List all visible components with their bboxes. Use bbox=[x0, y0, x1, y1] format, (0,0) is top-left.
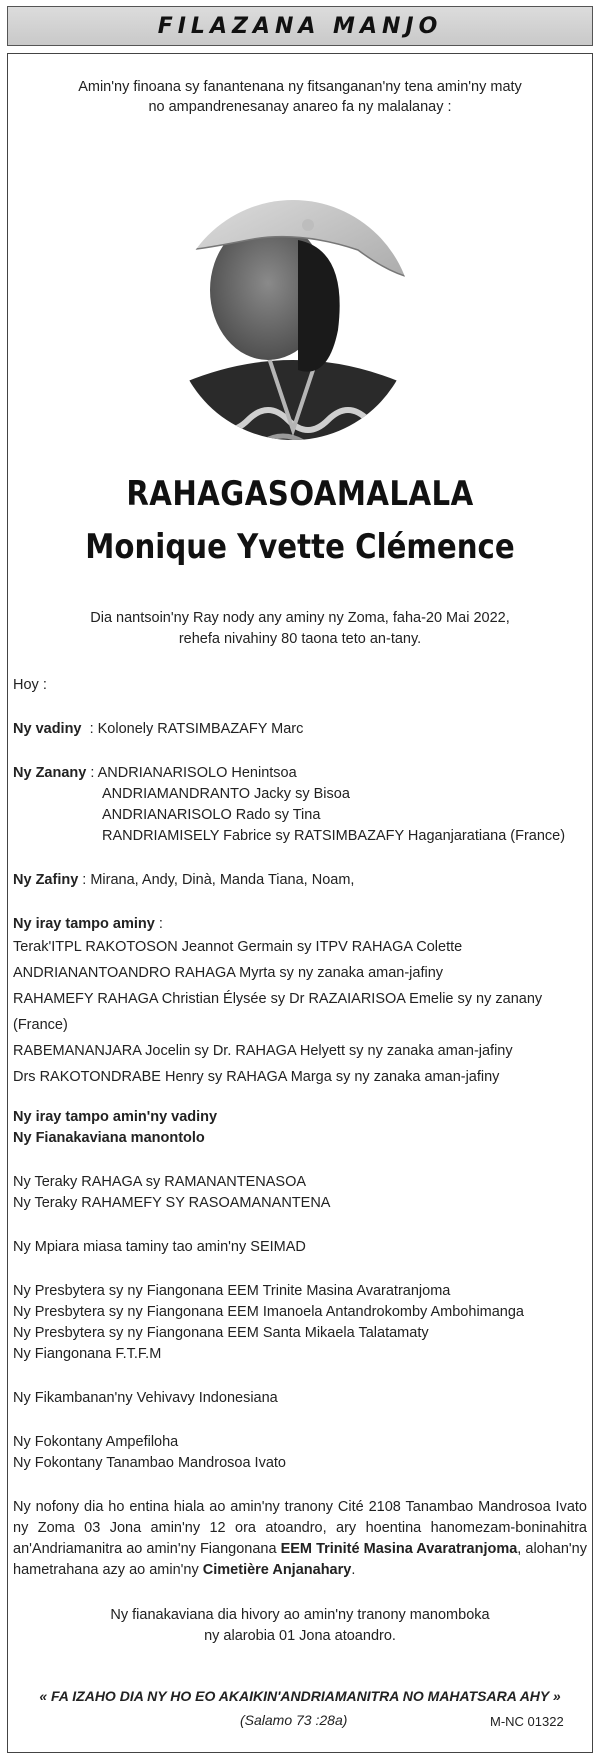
siblings-heading bbox=[13, 914, 163, 935]
notice-code: M-NC 01322 bbox=[490, 1714, 564, 1729]
death-line-2: rehefa nivahiny 80 taona teto an-tany. bbox=[178, 631, 422, 647]
gathering-line-2: ny alarobia 01 Jona atoandro. bbox=[204, 1628, 396, 1644]
children-label: Ny Zanany bbox=[13, 765, 87, 781]
hoy-label: Hoy : bbox=[13, 677, 47, 693]
bible-reference: (Salamo 73 :28a) bbox=[240, 1712, 348, 1728]
sibling-5: Drs RAKOTONDRABE Henry sy RAHAGA Marga sy ny zanaka aman-jafiny bbox=[13, 1069, 500, 1085]
sibling-1: Terak'ITPL RAKOTOSON Jeannot Germain sy ITPV RAHAGA Colette bbox=[13, 939, 463, 955]
teraky-1: Ny Teraky RAHAGA sy RAMANANTENASOA bbox=[13, 1174, 307, 1190]
sibling-3: RAHAMEFY RAHAGA Christian Élysée sy Dr RAZAIARISOA Emelie sy ny zanany bbox=[13, 991, 543, 1007]
funeral-paragraph bbox=[13, 1497, 587, 1581]
notice-title: FILAZANA MANJO bbox=[157, 13, 443, 39]
grandchildren-label: Ny Zafiny bbox=[13, 872, 79, 888]
fokontany-2: Ny Fokontany Tanambao Mandrosoa Ivato bbox=[13, 1455, 286, 1471]
funeral-text-1: Ny nofony dia ho entina hiala ao amin'ny tranony Cité 2108 Tanambao Mandrosoa Ivato ny Zoma 03 Jona amin'ny 12 ora atoandro, ary hoentina hanomezam-boninahitra an'Andriamanitra ao amin'ny Fiangonana bbox=[13, 1499, 587, 1557]
intro-line-1: Amin'ny finoana sy fanantenana ny fitsanganan'ny tena amin'ny maty bbox=[78, 79, 522, 95]
grandchildren-line bbox=[13, 870, 354, 891]
death-announcement bbox=[0, 608, 600, 650]
child-1: : ANDRIANARISOLO Henintsoa bbox=[90, 765, 297, 781]
funeral-cemetery: Cimetière Anjanahary bbox=[202, 1562, 352, 1578]
deceased-given-names: Monique Yvette Clémence bbox=[85, 527, 515, 567]
colleagues-line: Ny Mpiara miasa taminy tao amin'ny SEIMAD bbox=[13, 1239, 306, 1255]
intro-line-2: no ampandrenesanay anareo fa ny malalanay : bbox=[148, 99, 452, 115]
deceased-surname: RAHAGASOAMALALA bbox=[126, 474, 474, 514]
church-2: Ny Presbytera sy ny Fiangonana EEM Imanoela Antandrokomby Ambohimanga bbox=[13, 1304, 524, 1320]
close-family bbox=[13, 1128, 205, 1149]
siblings-label: Ny iray tampo aminy bbox=[13, 916, 155, 932]
teraky-2: Ny Teraky RAHAMEFY SY RASOAMANANTENA bbox=[13, 1195, 331, 1211]
gathering-notice bbox=[0, 1605, 600, 1647]
bible-quote: « FA IZAHO DIA NY HO EO AKAIKIN'ANDRIAMANITRA NO MAHATSARA AHY » bbox=[39, 1688, 561, 1704]
church-3: Ny Presbytera sy ny Fiangonana EEM Santa Mikaela Talatamaty bbox=[13, 1325, 429, 1341]
notice-header bbox=[7, 6, 593, 46]
spouse-line bbox=[13, 719, 303, 740]
intro-text bbox=[0, 77, 600, 117]
funeral-text-2: , alohan'ny hametrahana azy ao amin'ny bbox=[13, 1541, 587, 1578]
siblings-colon: : bbox=[154, 916, 163, 932]
fokontany-1: Ny Fokontany Ampefiloha bbox=[13, 1434, 179, 1450]
spouse-siblings bbox=[13, 1107, 217, 1128]
spouse-name: : Kolonely RATSIMBAZAFY Marc bbox=[89, 721, 304, 737]
church-1: Ny Presbytera sy ny Fiangonana EEM Trinite Masina Avaratranjoma bbox=[13, 1283, 451, 1299]
spouse-siblings-label: Ny iray tampo amin'ny vadiny bbox=[13, 1109, 218, 1125]
close-family-label: Ny Fianakaviana manontolo bbox=[13, 1130, 205, 1146]
association-line: Ny Fikambanan'ny Vehivavy Indonesiana bbox=[13, 1390, 278, 1406]
children-line bbox=[13, 763, 297, 784]
gathering-line-1: Ny fianakaviana dia hivory ao amin'ny tranony manomboka bbox=[110, 1607, 490, 1623]
child-4: RANDRIAMISELY Fabrice sy RATSIMBAZAFY Haganjaratiana (France) bbox=[102, 828, 566, 844]
sibling-3-cont: (France) bbox=[13, 1017, 68, 1033]
sibling-2: ANDRIANANTOANDRO RAHAGA Myrta sy ny zanaka aman-jafiny bbox=[13, 965, 444, 981]
grandchildren-names: : Mirana, Andy, Dinà, Manda Tiana, Noam, bbox=[82, 872, 355, 888]
funeral-text-3: . bbox=[351, 1562, 356, 1578]
funeral-church: EEM Trinité Masina Avaratranjoma bbox=[280, 1541, 518, 1557]
portrait-photo bbox=[148, 130, 438, 470]
child-3: ANDRIANARISOLO Rado sy Tina bbox=[102, 807, 321, 823]
church-4: Ny Fiangonana F.T.F.M bbox=[13, 1346, 162, 1362]
spouse-label: Ny vadiny bbox=[13, 721, 82, 737]
death-line-1: Dia nantsoin'ny Ray nody any aminy ny Zoma, faha-20 Mai 2022, bbox=[90, 610, 510, 626]
child-2: ANDRIAMANDRANTO Jacky sy Bisoa bbox=[102, 786, 350, 802]
sibling-4: RABEMANANJARA Jocelin sy Dr. RAHAGA Helyett sy ny zanaka aman-jafiny bbox=[13, 1043, 513, 1059]
